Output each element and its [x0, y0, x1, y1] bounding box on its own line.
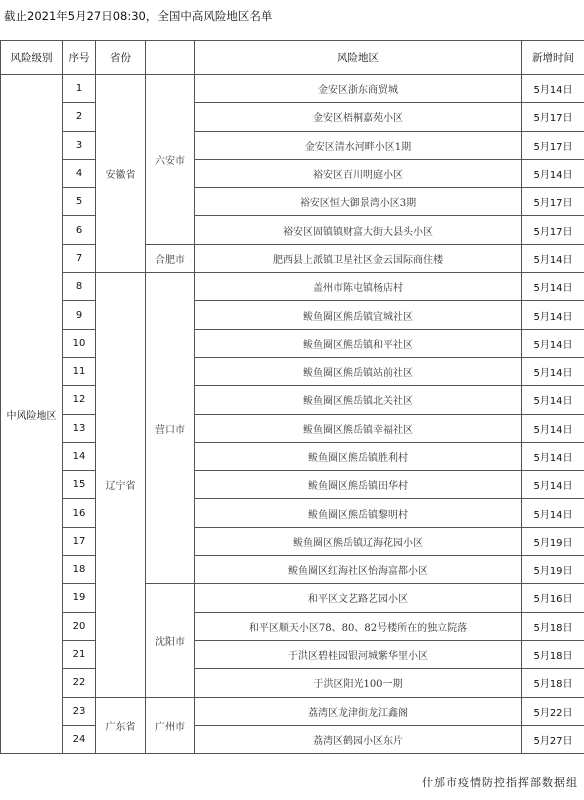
- date-cell: 5月17日: [522, 103, 584, 131]
- seq-cell: 17: [63, 527, 96, 555]
- area-cell: 于洪区阳光100一期: [195, 669, 522, 697]
- area-cell: 鲅鱼圈区熊岳镇辽海花园小区: [195, 527, 522, 555]
- seq-cell: 1: [63, 75, 96, 103]
- seq-cell: 12: [63, 386, 96, 414]
- table-row: [1, 131, 584, 159]
- seq-cell: 22: [63, 669, 96, 697]
- area-cell: 裕安区恒大御景湾小区3期: [195, 188, 522, 216]
- table-row: [1, 725, 584, 753]
- table-row: [1, 471, 584, 499]
- header-level: 风险级别: [1, 41, 63, 75]
- table-row: [1, 386, 584, 414]
- table-row: [1, 584, 584, 612]
- area-cell: 鲅鱼圈区熊岳镇田华村: [195, 471, 522, 499]
- date-cell: 5月19日: [522, 556, 584, 584]
- area-cell: 鲅鱼圈区熊岳镇站前社区: [195, 357, 522, 385]
- table-row: [1, 301, 584, 329]
- date-cell: 5月17日: [522, 216, 584, 244]
- city-cell: 沈阳市: [146, 584, 195, 697]
- header-seq: 序号: [63, 41, 96, 75]
- seq-cell: 6: [63, 216, 96, 244]
- table-row: [1, 697, 584, 725]
- area-cell: 和平区顺天小区78、80、82号楼所在的独立院落: [195, 612, 522, 640]
- area-cell: 和平区文艺路艺园小区: [195, 584, 522, 612]
- table-row: [1, 159, 584, 187]
- table-row: [1, 103, 584, 131]
- table-row: [1, 669, 584, 697]
- date-cell: 5月19日: [522, 527, 584, 555]
- header-city: [146, 41, 195, 75]
- risk-area-table: [0, 40, 584, 754]
- seq-cell: 10: [63, 329, 96, 357]
- area-cell: 鲅鱼圈区熊岳镇北关社区: [195, 386, 522, 414]
- area-cell: 鲅鱼圈区熊岳镇黎明村: [195, 499, 522, 527]
- seq-cell: 14: [63, 442, 96, 470]
- province-cell: 广东省: [96, 697, 146, 754]
- table-row: [1, 216, 584, 244]
- date-cell: 5月14日: [522, 442, 584, 470]
- risk-level-cell: 中风险地区: [1, 75, 63, 754]
- table-body: [1, 75, 584, 754]
- date-cell: 5月27日: [522, 725, 584, 753]
- area-cell: 金安区浙东商贸城: [195, 75, 522, 103]
- date-cell: 5月18日: [522, 612, 584, 640]
- area-cell: 裕安区百川明庭小区: [195, 159, 522, 187]
- area-cell: 肥西县上派镇卫星社区金云国际商住楼: [195, 244, 522, 272]
- seq-cell: 24: [63, 725, 96, 753]
- seq-cell: 21: [63, 640, 96, 668]
- date-cell: 5月14日: [522, 386, 584, 414]
- city-cell: 营口市: [146, 273, 195, 584]
- table-row: [1, 357, 584, 385]
- date-cell: 5月14日: [522, 273, 584, 301]
- area-cell: 鲅鱼圈区熊岳镇幸福社区: [195, 414, 522, 442]
- table-row: [1, 414, 584, 442]
- seq-cell: 9: [63, 301, 96, 329]
- seq-cell: 20: [63, 612, 96, 640]
- date-cell: 5月17日: [522, 131, 584, 159]
- area-cell: 鲅鱼圈区熊岳镇和平社区: [195, 329, 522, 357]
- date-cell: 5月14日: [522, 301, 584, 329]
- seq-cell: 3: [63, 131, 96, 159]
- table-header-row: [1, 41, 584, 75]
- area-cell: 金安区清水河畔小区1期: [195, 131, 522, 159]
- footer-source: 什邡市疫情防控指挥部数据组: [422, 776, 578, 789]
- seq-cell: 5: [63, 188, 96, 216]
- city-cell: 合肥市: [146, 244, 195, 272]
- city-cell: 六安市: [146, 75, 195, 245]
- date-cell: 5月18日: [522, 669, 584, 697]
- seq-cell: 18: [63, 556, 96, 584]
- table-row: [1, 75, 584, 103]
- header-area: 风险地区: [195, 41, 522, 75]
- date-cell: 5月14日: [522, 75, 584, 103]
- area-cell: 金安区梧桐嘉苑小区: [195, 103, 522, 131]
- area-cell: 裕安区固镇镇财富大街大县头小区: [195, 216, 522, 244]
- date-cell: 5月14日: [522, 357, 584, 385]
- city-cell: 广州市: [146, 697, 195, 754]
- seq-cell: 11: [63, 357, 96, 385]
- date-cell: 5月18日: [522, 640, 584, 668]
- date-cell: 5月14日: [522, 414, 584, 442]
- seq-cell: 19: [63, 584, 96, 612]
- area-cell: 盖州市陈屯镇杨店村: [195, 273, 522, 301]
- date-cell: 5月16日: [522, 584, 584, 612]
- seq-cell: 13: [63, 414, 96, 442]
- table-row: [1, 612, 584, 640]
- seq-cell: 15: [63, 471, 96, 499]
- table-row: [1, 527, 584, 555]
- area-cell: 于洪区碧桂园银河城紫华里小区: [195, 640, 522, 668]
- table-row: [1, 244, 584, 272]
- area-cell: 鲅鱼圈区熊岳镇宜城社区: [195, 301, 522, 329]
- province-cell: 辽宁省: [96, 273, 146, 697]
- date-cell: 5月14日: [522, 159, 584, 187]
- table-row: [1, 273, 584, 301]
- date-cell: 5月14日: [522, 244, 584, 272]
- header-date: 新增时间: [522, 41, 584, 75]
- table-row: [1, 499, 584, 527]
- header-province: 省份: [96, 41, 146, 75]
- table-row: [1, 329, 584, 357]
- area-cell: 荔湾区鹤园小区东片: [195, 725, 522, 753]
- seq-cell: 8: [63, 273, 96, 301]
- date-cell: 5月14日: [522, 471, 584, 499]
- area-cell: 鲅鱼圈区熊岳镇胜利村: [195, 442, 522, 470]
- seq-cell: 4: [63, 159, 96, 187]
- area-cell: 鲅鱼圈区红海社区怡海富都小区: [195, 556, 522, 584]
- area-cell: 荔湾区龙津街龙江鑫阁: [195, 697, 522, 725]
- page-title: 截止2021年5月27日08:30，全国中高风险地区名单: [4, 9, 273, 23]
- province-cell: 安徽省: [96, 75, 146, 273]
- seq-cell: 23: [63, 697, 96, 725]
- seq-cell: 16: [63, 499, 96, 527]
- table-row: [1, 556, 584, 584]
- table-row: [1, 442, 584, 470]
- seq-cell: 2: [63, 103, 96, 131]
- seq-cell: 7: [63, 244, 96, 272]
- table-row: [1, 640, 584, 668]
- date-cell: 5月14日: [522, 329, 584, 357]
- table-row: [1, 188, 584, 216]
- date-cell: 5月17日: [522, 188, 584, 216]
- date-cell: 5月14日: [522, 499, 584, 527]
- date-cell: 5月22日: [522, 697, 584, 725]
